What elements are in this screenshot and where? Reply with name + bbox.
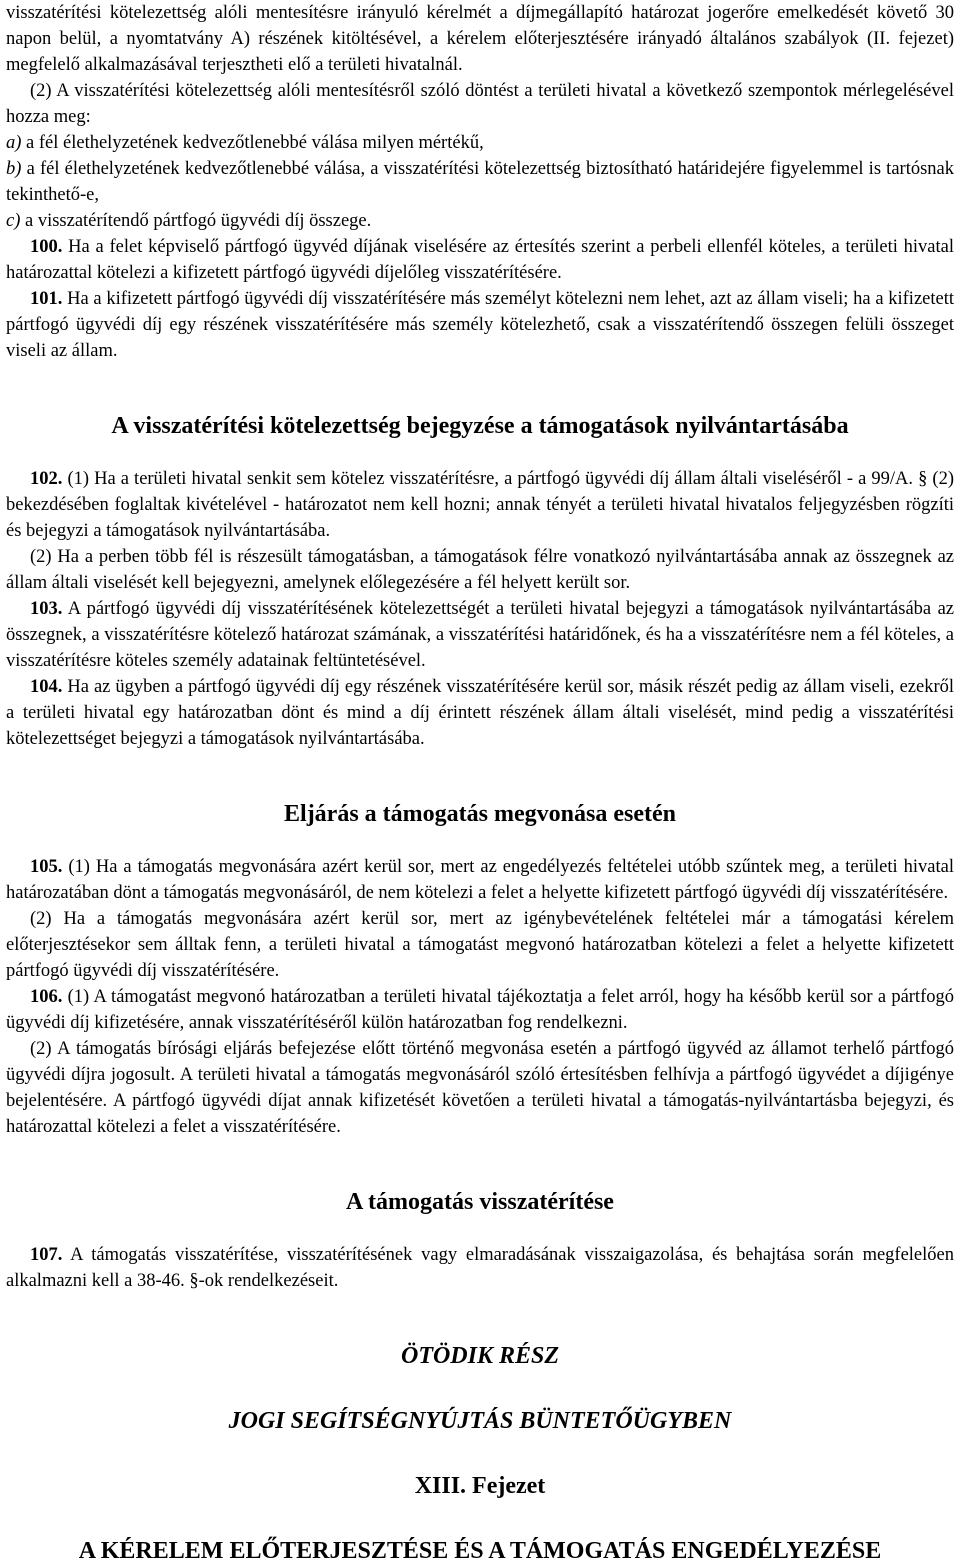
section-text: A pártfogó ügyvédi díj visszatérítésének kötelezettségét a területi hivatal bejegyzi a támogatások nyilvántartásába az összegnek, a visszatérítésre kötelező határozat számának, a visszatérítési határidőnek, és ha a visszatérítésre nem a fél köteles, a visszatérítésre köteles személy adatainak feltüntetésével. [6,599,954,671]
section-text: Ha az ügyben a pártfogó ügyvédi díj egy részének visszatérítésére kerül sor, másik részét pedig az állam viseli, ezekről a területi hivatal egy határozatban dönt és mind a díj érintett részének állam általi viselését, mind pedig a visszatérítési kötelezettséget bejegyzi a támogatások nyilvántartásába. [6,677,954,749]
section-text: Ha a kifizetett pártfogó ügyvédi díj visszatérítésére más személyt kötelezni nem lehet, azt az állam viseli; ha a kifizetett pártfogó ügyvédi díj egy részének visszatérítésére más személy kötelezhető, csak a visszatérítendő összegen felüli összeget viseli az állam. [6,289,954,361]
list-item-b [6,156,954,208]
section-text: (1) A támogatást megvonó határozatban a területi hivatal tájékoztatja a felet arról, hogy ha később kerül sor a pártfogó ügyvédi díj kifizetésére, annak visszatérítéséről külön határozatban fog rendelkezni. [6,987,954,1033]
list-item-a [6,130,954,156]
section-105 [6,854,954,906]
list-marker-b: b) [6,159,22,179]
part-subtitle: JOGI SEGÍTSÉGNYÚJTÁS BÜNTETŐÜGYBEN [228,1408,732,1434]
list-item-c [6,208,954,234]
chapter-number: XIII. Fejezet [414,1473,546,1499]
section-102-2: (2) Ha a perben több fél is részesült támogatásban, a támogatások félre vonatkozó nyilvántartásába annak az összegnek az állam általi viselését kell bejegyezni, amelynek előlegezésére a fél helyett került sor. [6,547,954,593]
section-101 [6,286,954,364]
section-number: 100. [30,237,63,257]
paragraph-99a-2: (2) A visszatérítési kötelezettség alóli mentesítésről szóló döntést a területi hivatal a következő szempontok mérlegelésével hozza meg: [6,81,954,127]
section-text: (1) Ha a támogatás megvonására azért kerül sor, mert az engedélyezés feltételei utóbb szűntek meg, a területi hivatal határozatában dönt a támogatás megvonásáról, de nem kötelezi a felet a helyette kifizetett pártfogó ügyvédi díj visszatérítésére. [6,857,954,903]
section-number: 106. [30,987,63,1007]
section-number: 102. [30,469,63,489]
section-number: 104. [30,677,63,697]
chapter-title: A KÉRELEM ELŐTERJESZTÉSE ÉS A TÁMOGATÁS ENGEDÉLYEZÉSE [78,1538,882,1564]
part-title: ÖTÖDIK RÉSZ [400,1343,560,1369]
section-text: A támogatás visszatérítése, visszatérítésének vagy elmaradásának visszaigazolása, és behajtása során megfelelően alkalmazni kell a 38-46. §-ok rendelkezéseit. [6,1245,954,1291]
section-100 [6,234,954,286]
list-text-c: a visszatérítendő pártfogó ügyvédi díj összege. [20,211,372,231]
paragraph-continuation: visszatérítési kötelezettség alóli mentesítésre irányuló kérelmét a díjmegállapító határozat jogerőre emelkedését követő 30 napon belül, a nyomtatvány A) részének kitöltésével, a kérelem előterjesztésére irányadó általános szabályok (II. fejezet) megfelelő alkalmazásával terjesztheti elő a területi hivatalnál. [6,3,954,75]
section-heading: Eljárás a támogatás megvonása esetén [284,801,676,827]
section-heading: A támogatás visszatérítése [346,1189,614,1215]
section-105-2: (2) Ha a támogatás megvonására azért kerül sor, mert az igénybevételének feltételei már a támogatási kérelem előterjesztésekor sem álltak fenn, a területi hivatal a támogatást megvonó határozatban kötelezi a felet a helyette kifizetett pártfogó ügyvédi díj visszatérítésére. [6,909,954,981]
section-text: (1) Ha a területi hivatal senkit sem kötelez visszatérítésre, a pártfogó ügyvédi díj állam általi viseléséről - a 99/A. § (2) bekezdésében foglaltak kivételével - határozatot nem kell hozni; annak tényét a területi hivatal hivatalos feljegyzésben rögzíti és bejegyzi a támogatások nyilvántartásába. [6,469,954,541]
section-text: Ha a felet képviselő pártfogó ügyvéd díjának viselésére az értesítés szerint a perbeli ellenfél köteles, a területi hivatal határozattal kötelezi a kifizetett pártfogó ügyvédi díjelőleg visszatérítésére. [6,237,954,283]
list-marker-c: c) [6,211,21,231]
section-107 [6,1242,954,1294]
list-marker-a: a) [6,133,22,153]
section-104 [6,674,954,752]
document-page [6,0,954,1566]
section-heading: A visszatérítési kötelezettség bejegyzése a támogatások nyilvántartásába [111,413,849,439]
section-102 [6,466,954,544]
section-number: 101. [30,289,63,309]
section-106-2: (2) A támogatás bírósági eljárás befejezése előtt történő megvonása esetén a pártfogó ügyvéd az államot terhelő pártfogó ügyvédi díjra jogosult. A területi hivatal a támogatás megvonásáról szóló értesítésben felhívja a pártfogó ügyvédet a díjigénye bejelentésére. A pártfogó ügyvédi díjat annak kifizetését követően a területi hivatal a támogatás-nyilvántartásba bejegyzi, és határozattal kötelezi a felet a visszatérítésére. [6,1039,954,1137]
section-number: 107. [30,1245,63,1265]
section-103 [6,596,954,674]
list-text-a: a fél élethelyzetének kedvezőtlenebbé válása milyen mértékű, [21,133,484,153]
section-number: 105. [30,857,63,877]
section-106 [6,984,954,1036]
list-text-b: a fél élethelyzetének kedvezőtlenebbé válása, a visszatérítési kötelezettség biztosítható határidejére figyelemmel is tartósnak tekinthető-e, [6,159,954,205]
section-number: 103. [30,599,63,619]
